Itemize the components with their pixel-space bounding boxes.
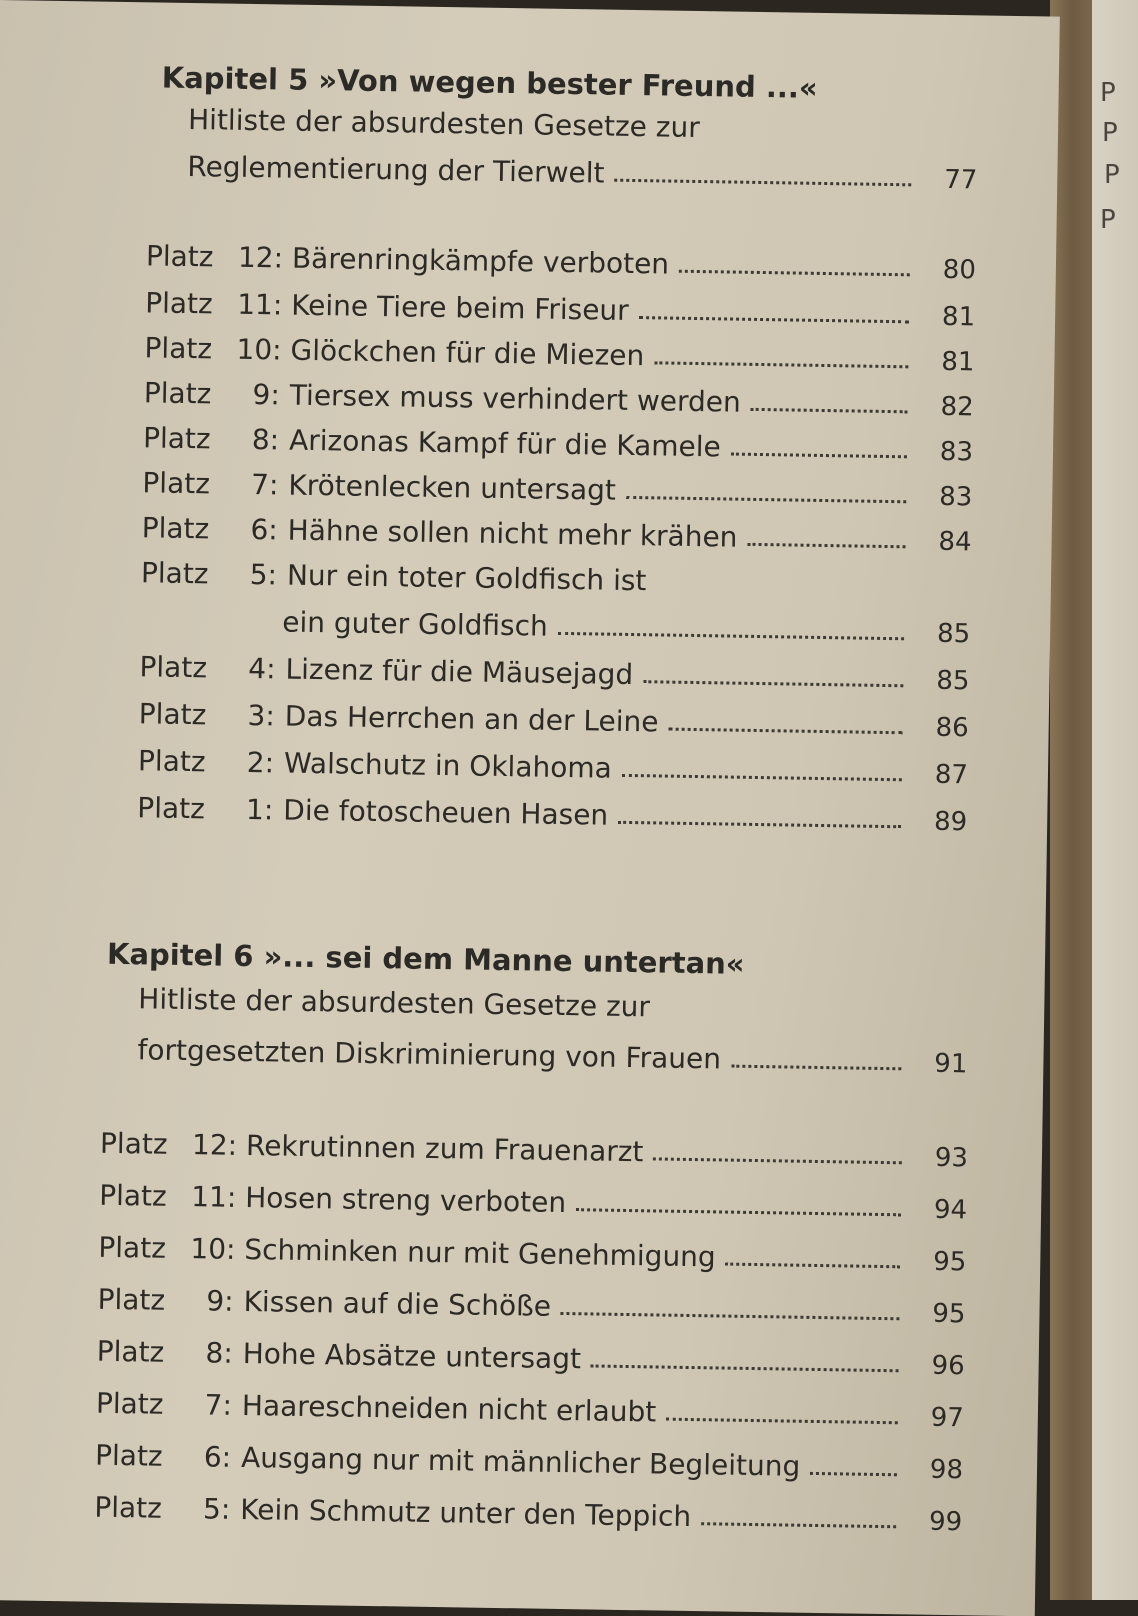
entry-prefix: Platz <box>144 331 213 366</box>
entry-page-number: 94 <box>933 1194 968 1226</box>
entry-page-number: 85 <box>936 618 971 650</box>
entry-title: Glöckchen für die Miezen <box>290 333 645 373</box>
entry-title: Hähne sollen nicht mehr krähen <box>287 513 738 554</box>
entry-page-number: 98 <box>929 1454 964 1486</box>
entry-rank: 11: <box>236 287 283 322</box>
entry-prefix: Platz <box>94 1438 163 1473</box>
toc-entry <box>144 369 975 422</box>
entry-prefix: Platz <box>95 1386 164 1421</box>
chapter-6-subtitle-row <box>137 1026 968 1079</box>
entry-rank: 11: <box>190 1180 237 1214</box>
dot-leader <box>576 1208 901 1216</box>
entry-page-number: 97 <box>930 1402 965 1434</box>
entry-title: Ausgang nur mit männlicher Begleitung <box>240 1440 801 1483</box>
dot-leader <box>622 774 902 781</box>
entry-page-number: 87 <box>934 759 969 791</box>
entry-rank: 7: <box>250 468 279 502</box>
entry-title: Walschutz in Oklahoma <box>283 746 613 785</box>
toc-entry <box>97 1328 966 1382</box>
dot-leader <box>747 543 905 548</box>
entry-title: Das Herrchen an der Leine <box>284 699 659 739</box>
toc-entry <box>139 643 970 696</box>
toc-entry-continuation <box>282 599 971 650</box>
entry-rank: 12: <box>191 1128 238 1162</box>
entry-title: Lizenz für die Mäusejagd <box>285 652 634 692</box>
toc-entry <box>146 232 977 285</box>
dot-leader <box>810 1472 897 1476</box>
entry-page-number: 86 <box>935 712 969 744</box>
toc-entry <box>95 1432 964 1486</box>
entry-title: Haareschneiden nicht erlaubt <box>241 1388 657 1429</box>
dot-leader <box>679 270 910 277</box>
toc-entry <box>142 459 973 512</box>
toc-entry <box>141 549 972 602</box>
entry-title: Schminken nur mit Genehmigung <box>244 1232 716 1274</box>
entry-page-number: 99 <box>928 1506 963 1538</box>
entry-page-number: 81 <box>941 301 976 333</box>
book-gutter <box>1050 0 1095 1600</box>
chapter-6-subtitle: Hitliste der absurdesten Gesetze zur <box>138 982 651 1024</box>
entry-rank: 1: <box>245 792 274 827</box>
chapter-5-title: Kapitel 5 »Von wegen bester Freund ...« <box>161 60 818 105</box>
entry-prefix: Platz <box>145 286 214 321</box>
dot-leader <box>731 1065 901 1071</box>
toc-entry <box>139 690 970 743</box>
entry-rank: 6: <box>250 513 278 547</box>
dot-leader <box>726 1263 901 1269</box>
entry-page-number: 93 <box>934 1142 969 1174</box>
toc-entry <box>145 279 976 332</box>
toc-entry <box>100 1120 969 1174</box>
dot-leader <box>561 1312 900 1320</box>
entry-title: Die fotoscheuen Hasen <box>283 793 609 832</box>
entry-title: Bärenringkämpfe verboten <box>291 241 670 281</box>
dot-leader <box>618 821 901 828</box>
entry-rank: 10: <box>190 1232 236 1266</box>
entry-prefix: Platz <box>138 697 207 732</box>
entry-title: Hosen streng verboten <box>244 1181 567 1220</box>
entry-prefix: Platz <box>142 466 211 501</box>
toc-entry <box>143 414 974 467</box>
entry-prefix: Platz <box>140 556 209 591</box>
entry-prefix: Platz <box>137 791 206 826</box>
facing-page-letter: P <box>1102 118 1118 148</box>
entry-rank: 5: <box>202 1492 231 1526</box>
entry-prefix: Platz <box>96 1334 165 1369</box>
chapter-6-page-number: 91 <box>934 1048 968 1080</box>
entry-prefix: Platz <box>98 1230 167 1265</box>
entry-rank: 4: <box>248 651 276 686</box>
entry-prefix: Platz <box>97 1282 166 1317</box>
entry-title: Tiersex muss verhindert werden <box>289 378 742 419</box>
dot-leader <box>653 1157 902 1164</box>
entry-page-number: 81 <box>941 346 975 378</box>
entry-page-number: 83 <box>939 436 974 468</box>
chapter-5-subtitle-line2: Reglementierung der Tierwelt <box>187 149 605 190</box>
chapter-5-subtitle-row <box>187 143 978 195</box>
toc-entry <box>138 737 969 790</box>
dot-leader <box>558 632 904 640</box>
toc-entry <box>99 1172 968 1226</box>
entry-title: Keine Tiere beim Friseur <box>290 288 629 327</box>
entry-page-number: 84 <box>938 526 972 558</box>
entry-rank: 9: <box>252 378 281 412</box>
entry-title-continuation: ein guter Goldfisch <box>282 605 549 643</box>
entry-page-number: 96 <box>931 1350 965 1382</box>
entry-rank: 5: <box>249 557 278 592</box>
entry-prefix: Platz <box>99 1126 168 1161</box>
entry-prefix: Platz <box>98 1178 167 1213</box>
entry-prefix: Platz <box>139 650 208 685</box>
dot-leader <box>643 680 903 687</box>
entry-prefix: Platz <box>137 744 206 779</box>
entry-title: Rekrutinnen zum Frauenarzt <box>245 1129 644 1169</box>
entry-page-number: 80 <box>942 254 977 286</box>
entry-page-number: 85 <box>936 665 970 697</box>
chapter-5-subtitle: Hitliste der absurdesten Gesetze zur <box>187 102 701 145</box>
dot-leader <box>654 361 908 368</box>
entry-prefix: Platz <box>143 376 212 411</box>
toc-entry <box>94 1484 963 1538</box>
entry-page-number: 82 <box>940 391 974 423</box>
dot-leader <box>731 453 907 459</box>
entry-title: Nur ein toter Goldfisch ist <box>286 558 647 598</box>
entry-prefix: Platz <box>142 421 211 456</box>
dot-leader <box>614 179 911 187</box>
entry-title: Hohe Absätze untersagt <box>242 1336 582 1376</box>
entry-title: Kissen auf die Schöße <box>243 1284 552 1323</box>
entry-title: Krötenlecken untersagt <box>288 468 617 507</box>
chapter-6-title: Kapitel 6 »... sei dem Manne untertan« <box>106 936 745 981</box>
entry-rank: 3: <box>247 698 276 733</box>
entry-rank: 8: <box>205 1336 234 1370</box>
entry-rank: 2: <box>246 745 275 780</box>
toc-entry <box>96 1380 965 1434</box>
dot-leader <box>666 1418 898 1425</box>
chapter-6-subtitle-line2: fortgesetzten Diskriminierung von Frauen <box>137 1033 722 1076</box>
entry-rank: 9: <box>206 1284 234 1318</box>
chapter-5-page-number: 77 <box>943 164 978 196</box>
entry-rank: 10: <box>236 332 282 367</box>
facing-page-letter: P <box>1100 205 1116 235</box>
entry-page-number: 95 <box>932 1246 967 1278</box>
entry-prefix: Platz <box>141 511 210 546</box>
dot-leader <box>701 1522 896 1528</box>
entry-rank: 12: <box>237 240 284 275</box>
entry-rank: 7: <box>204 1388 233 1422</box>
toc-entry <box>137 784 968 837</box>
facing-page-letter: P <box>1100 78 1116 108</box>
entry-prefix: Platz <box>145 239 214 274</box>
entry-title: Arizonas Kampf für die Kamele <box>288 423 722 464</box>
toc-entry <box>97 1276 966 1330</box>
toc-entry <box>98 1224 967 1278</box>
entry-page-number: 95 <box>932 1298 966 1330</box>
entry-title: Kein Schmutz unter den Teppich <box>240 1492 692 1534</box>
entry-page-number: 83 <box>938 481 973 513</box>
entry-page-number: 89 <box>933 806 968 838</box>
facing-page-letter: P <box>1104 160 1120 190</box>
facing-page-edge <box>1092 0 1138 1600</box>
entry-rank: 8: <box>251 423 280 457</box>
dot-leader <box>751 408 908 413</box>
toc-entry <box>144 324 975 377</box>
toc-entry <box>141 504 972 557</box>
dot-leader <box>626 496 906 503</box>
dot-leader <box>591 1364 899 1372</box>
entry-rank: 6: <box>203 1440 232 1474</box>
dot-leader <box>668 728 902 735</box>
entry-prefix: Platz <box>94 1490 163 1525</box>
dot-leader <box>639 316 909 323</box>
